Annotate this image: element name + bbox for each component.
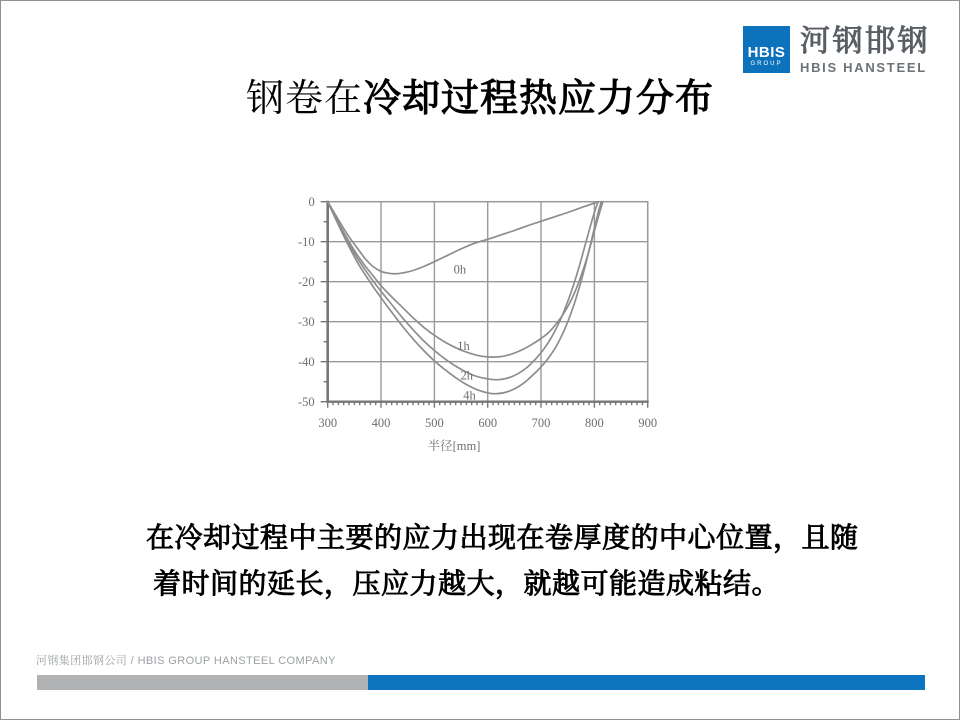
logo-group-text: GROUP — [750, 61, 783, 67]
hbis-logo-square — [743, 26, 790, 73]
logo-english-name: HBIS HANSTEEL — [800, 60, 927, 75]
svg-text:1h: 1h — [457, 339, 470, 354]
svg-text:900: 900 — [638, 416, 658, 430]
svg-text:-10: -10 — [298, 235, 315, 250]
footer-bar-gray — [37, 675, 368, 690]
slide-title-bold-part: 冷却过程热应力分布 — [363, 78, 715, 120]
slide-title — [1, 67, 959, 122]
svg-text:400: 400 — [371, 416, 391, 430]
svg-text:500: 500 — [425, 416, 444, 430]
cooling-stress-chart — [271, 187, 681, 467]
footer-company-text: 河钢集团邯钢公司 / HBIS GROUP HANSTEEL COMPANY — [36, 655, 336, 667]
svg-text:600: 600 — [478, 416, 498, 430]
svg-text:-20: -20 — [298, 275, 315, 290]
svg-text:-40: -40 — [298, 355, 315, 370]
svg-text:0: 0 — [308, 195, 315, 210]
body-text-line-1: 在冷却过程中主要的应力出现在卷厚度的中心位置，且随 — [146, 522, 859, 553]
footer-bar-blue — [368, 675, 925, 690]
svg-text:700: 700 — [531, 416, 551, 430]
svg-text:800: 800 — [585, 416, 604, 430]
svg-text:0h: 0h — [453, 262, 467, 277]
svg-text:-50: -50 — [298, 395, 315, 410]
body-text — [146, 515, 859, 607]
body-text-line-2: 着时间的延长，压应力越大，就越可能造成粘结。 — [153, 568, 781, 599]
svg-text:半径[mm]: 半径[mm] — [427, 439, 481, 453]
slide-title-regular-part: 钢卷在 — [245, 78, 363, 120]
svg-text:4h: 4h — [463, 388, 476, 403]
logo-chinese-name: 河钢邯钢 — [800, 25, 930, 58]
svg-text:2h: 2h — [460, 368, 473, 383]
svg-text:-30: -30 — [298, 315, 315, 330]
svg-text:300: 300 — [318, 416, 338, 430]
logo-hbis-text: HBIS — [747, 44, 786, 61]
